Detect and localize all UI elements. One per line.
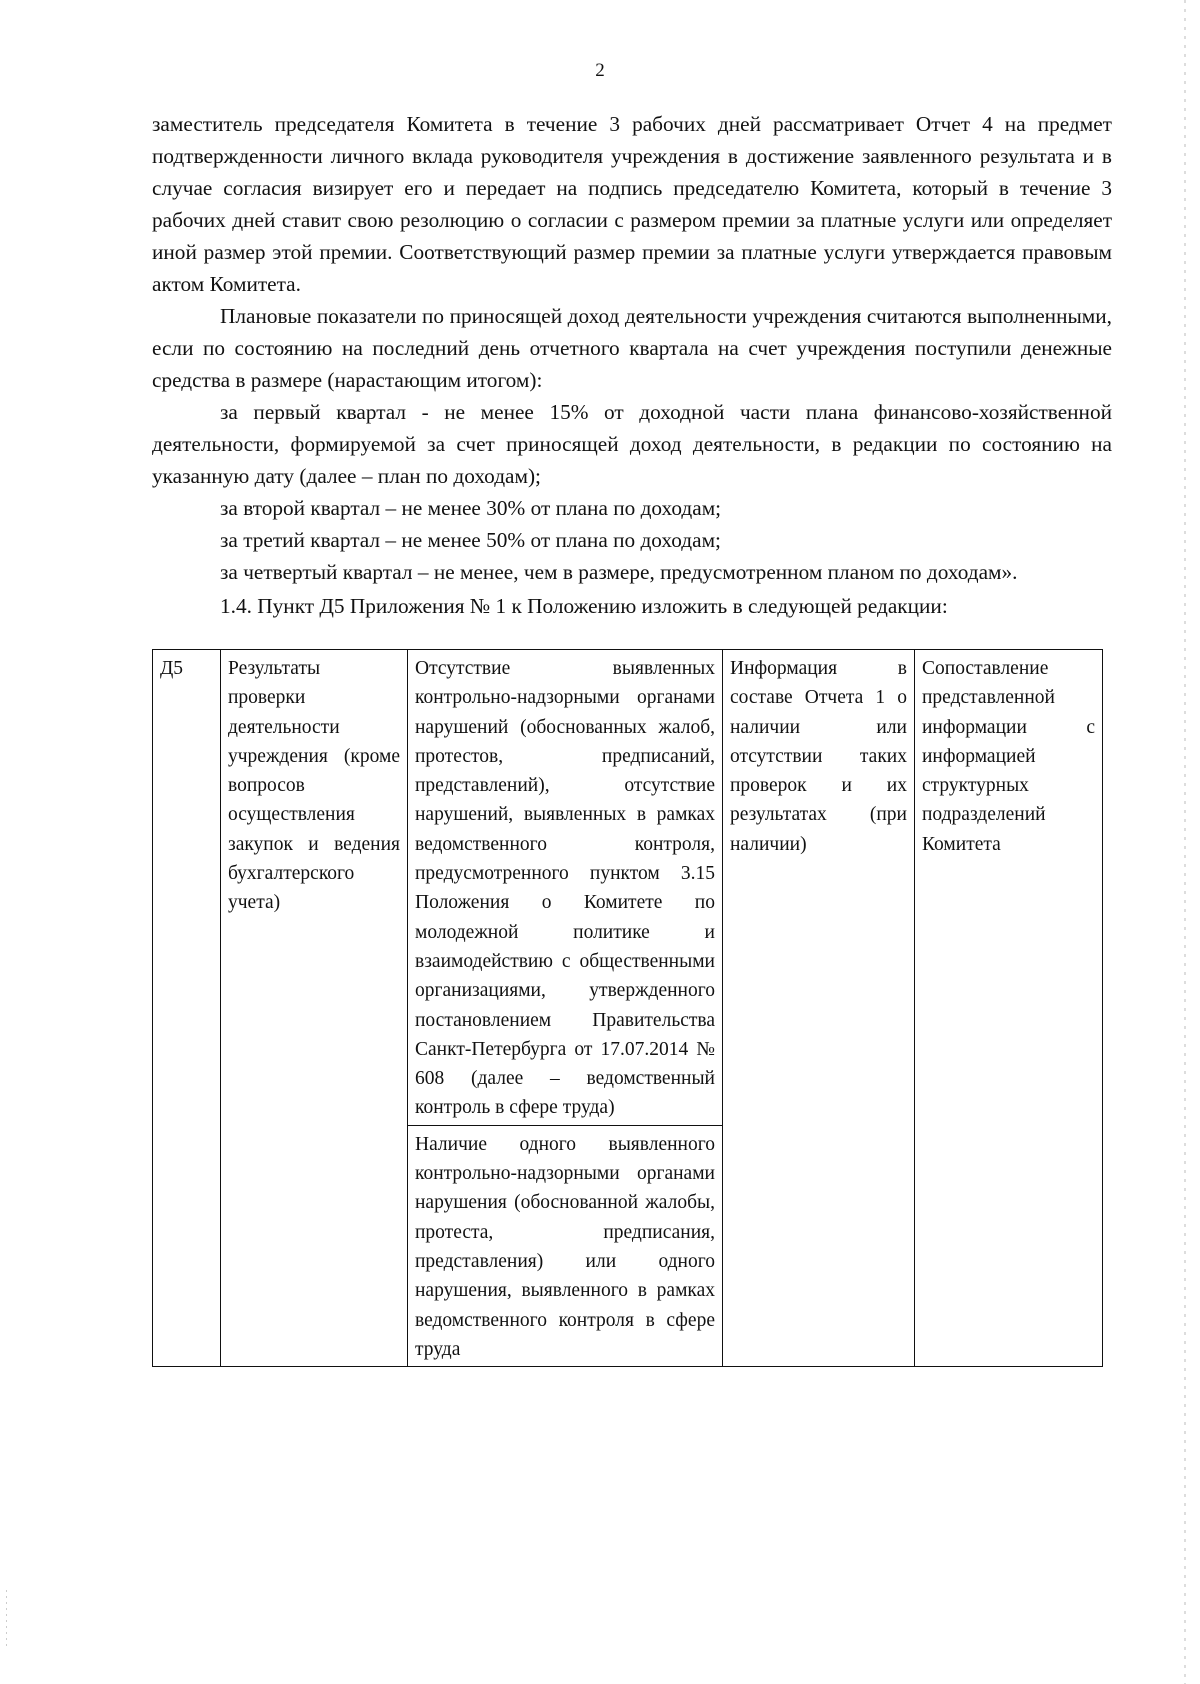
scan-left-artifact [6,1590,7,1650]
table-cell-code: Д5 [153,650,221,1367]
paragraph-third-quarter: за третий квартал – не менее 50% от плана по доходам; [220,528,721,552]
table-cell-verification: Сопоставление представленной информации с информацией структурных подразделений Комитета [915,650,1103,1367]
d5-criteria-table [152,649,1103,1367]
document-body [152,108,1112,622]
scan-edge-artifact [1184,0,1186,1684]
paragraph-amendment-heading: 1.4. Пункт Д5 Приложения № 1 к Положению изложить в следующей редакции: [220,594,948,618]
table-row [153,650,1103,1126]
paragraph-planned-indicators: Плановые показатели по приносящей доход деятельности учреждения считаются выполненными, если по состоянию на последний день отчетного квартала на счет учреждения поступили денежные средства в размере (нарастающим итогом): [152,304,1112,392]
page-number: 2 [595,60,605,81]
paragraph-continuation: заместитель председателя Комитета в течение 3 рабочих дней рассматривает Отчет 4 на предмет подтвержденности личного вклада руководителя учреждения в достижение заявленного результата и в случае согласия визирует его и передает на подпись председателю Комитета, который в течение 3 рабочих дней ставит свою резолюцию о согласии с размером премии за платные услуги или определяет иной размер этой премии. Соответствующий размер премии за платные услуги утверждается правовым актом Комитета. [152,112,1112,296]
table-cell-criterion-2: Наличие одного выявленного контрольно-надзорными органами нарушения (обоснованной жалобы, протеста, предписания, представления) или одного нарушения, выявленного в рамках ведомственного контроля в сфере труда [408,1125,723,1366]
table-cell-source: Информация в составе Отчета 1 о наличии или отсутствии таких проверок и их результатах (при наличии) [723,650,915,1367]
paragraph-first-quarter: за первый квартал - не менее 15% от доходной части плана финансово-хозяйственной деятельности, формируемой за счет приносящей доход деятельности, в редакции по состоянию на указанную дату (далее – план по доходам); [152,400,1112,488]
table-cell-criterion-1: Отсутствие выявленных контрольно-надзорными органами нарушений (обоснованных жалоб, протестов, предписаний, представлений), отсутствие нарушений, выявленных в рамках ведомственного контроля, предусмотренного пунктом 3.15 Положения о Комитете по молодежной политике и взаимодействию с общественными организациями, утвержденного постановлением Правительства Санкт-Петербурга от 17.07.2014 № 608 (далее – ведомственный контроль в сфере труда) [408,650,723,1126]
table-cell-indicator: Результаты проверки деятельности учреждения (кроме вопросов осуществления закупок и ведения бухгалтерского учета) [221,650,408,1367]
paragraph-fourth-quarter: за четвертый квартал – не менее, чем в размере, предусмотренном планом по доходам». [220,560,1018,584]
paragraph-second-quarter: за второй квартал – не менее 30% от плана по доходам; [220,496,722,520]
